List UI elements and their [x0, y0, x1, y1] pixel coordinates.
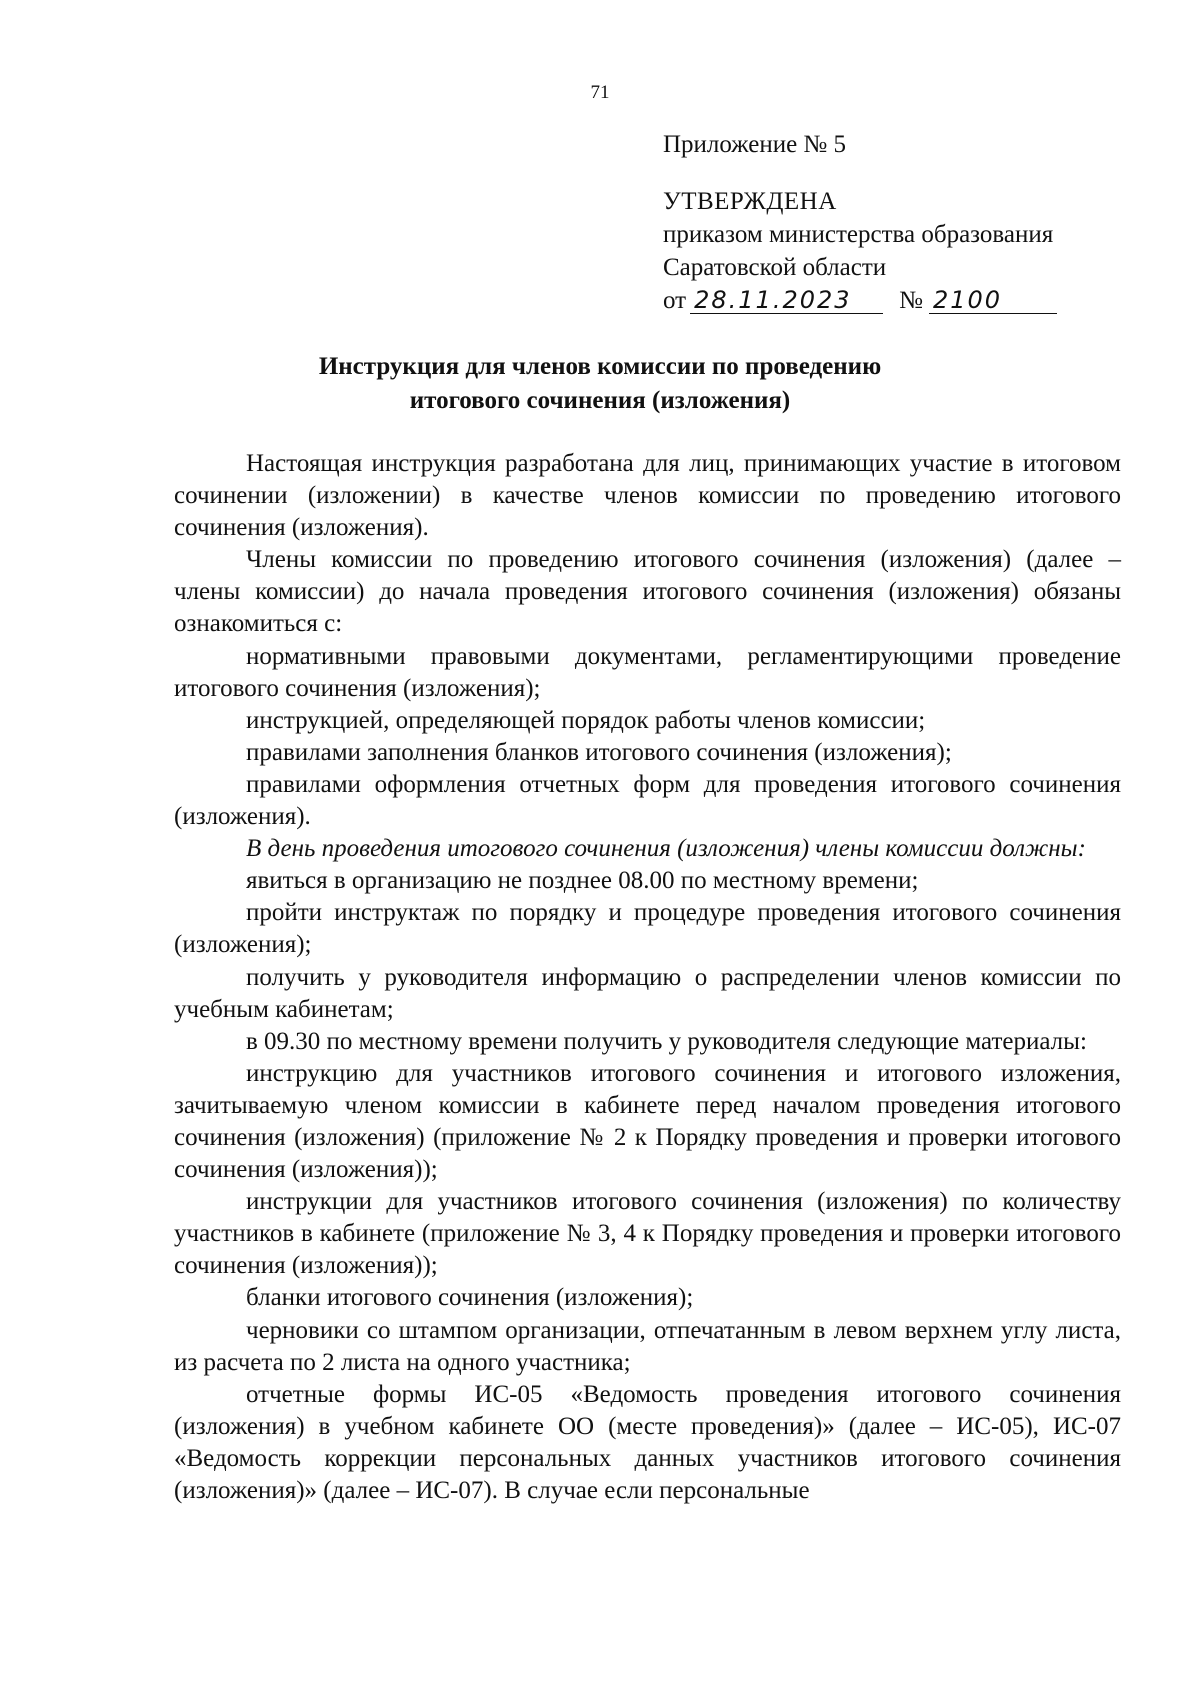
paragraph: явиться в организацию не позднее 08.00 по местному времени; — [246, 867, 919, 895]
paragraph: инструкцию для участников итогового сочинения и итогового изложения, зачитываемую членом комиссии в кабинете перед началом проведения итогового сочинения (изложения) (приложение № 2 к Порядку проведения и проверки итогового сочинения (изложения)); — [174, 1059, 1121, 1184]
document-title — [0, 350, 1200, 418]
paragraph: Настоящая инструкция разработана для лиц, принимающих участие в итоговом сочинении (изложении) в качестве членов комиссии по проведению итогового сочинения (изложения). — [174, 450, 1121, 542]
title-line-2: итогового сочинения (изложения) — [409, 387, 791, 414]
document-body — [174, 448, 1121, 1507]
page-number: 71 — [590, 82, 610, 103]
approved-heading: УТВЕРЖДЕНА — [663, 188, 837, 215]
paragraph: нормативными правовыми документами, регламентирующими проведение итогового сочинения (изложения); — [174, 642, 1121, 702]
approval-line-1: приказом министерства образования — [663, 221, 1054, 248]
from-label: от — [663, 287, 687, 314]
handwritten-number: 2100 — [929, 287, 1057, 314]
paragraph: правилами оформления отчетных форм для проведения итогового сочинения (изложения). — [174, 770, 1121, 831]
paragraph: Члены комиссии по проведению итогового сочинения (изложения) (далее – члены комиссии) до начала проведения итогового сочинения (изложения) обязаны ознакомиться с: — [174, 546, 1121, 638]
handwritten-date: 28.11.2023 — [690, 287, 883, 314]
annex-label: Приложение № 5 — [663, 131, 847, 158]
paragraph: инструкции для участников итогового сочинения (изложения) по количеству участников в кабинете (приложение № 3, 4 к Порядку проведения и проверки итогового сочинения (изложения)); — [174, 1188, 1121, 1280]
paragraph: получить у руководителя информацию о распределении членов комиссии по учебным кабинетам; — [174, 963, 1121, 1023]
number-label: № — [899, 287, 923, 314]
order-line — [663, 284, 1123, 317]
paragraph: черновики со штампом организации, отпечатанным в левом верхнем углу листа, из расчета по 2 листа на одного участника; — [174, 1316, 1121, 1376]
approval-block — [663, 128, 1123, 317]
paragraph: отчетные формы ИС-05 «Ведомость проведения итогового сочинения (изложения) в учебном кабинете ОО (месте проведения)» (далее – ИС-05), ИС-07 «Ведомость коррекции персональных данных участников итогового сочинения (изложения)» (далее – ИС-07). В случае если персональные — [174, 1380, 1121, 1504]
paragraph-italic: В день проведения итогового сочинения (изложения) члены комиссии должны: — [246, 835, 1086, 863]
paragraph: правилами заполнения бланков итогового сочинения (изложения); — [246, 738, 952, 766]
paragraph: инструкцией, определяющей порядок работы членов комиссии; — [246, 706, 926, 734]
paragraph: в 09.30 по местному времени получить у руководителя следующие материалы: — [246, 1027, 1087, 1055]
paragraph: пройти инструктаж по порядку и процедуре проведения итогового сочинения (изложения); — [174, 899, 1121, 959]
approval-line-2: Саратовской области — [663, 254, 887, 281]
paragraph: бланки итогового сочинения (изложения); — [246, 1284, 694, 1312]
title-line-1: Инструкция для членов комиссии по проведению — [318, 353, 882, 380]
